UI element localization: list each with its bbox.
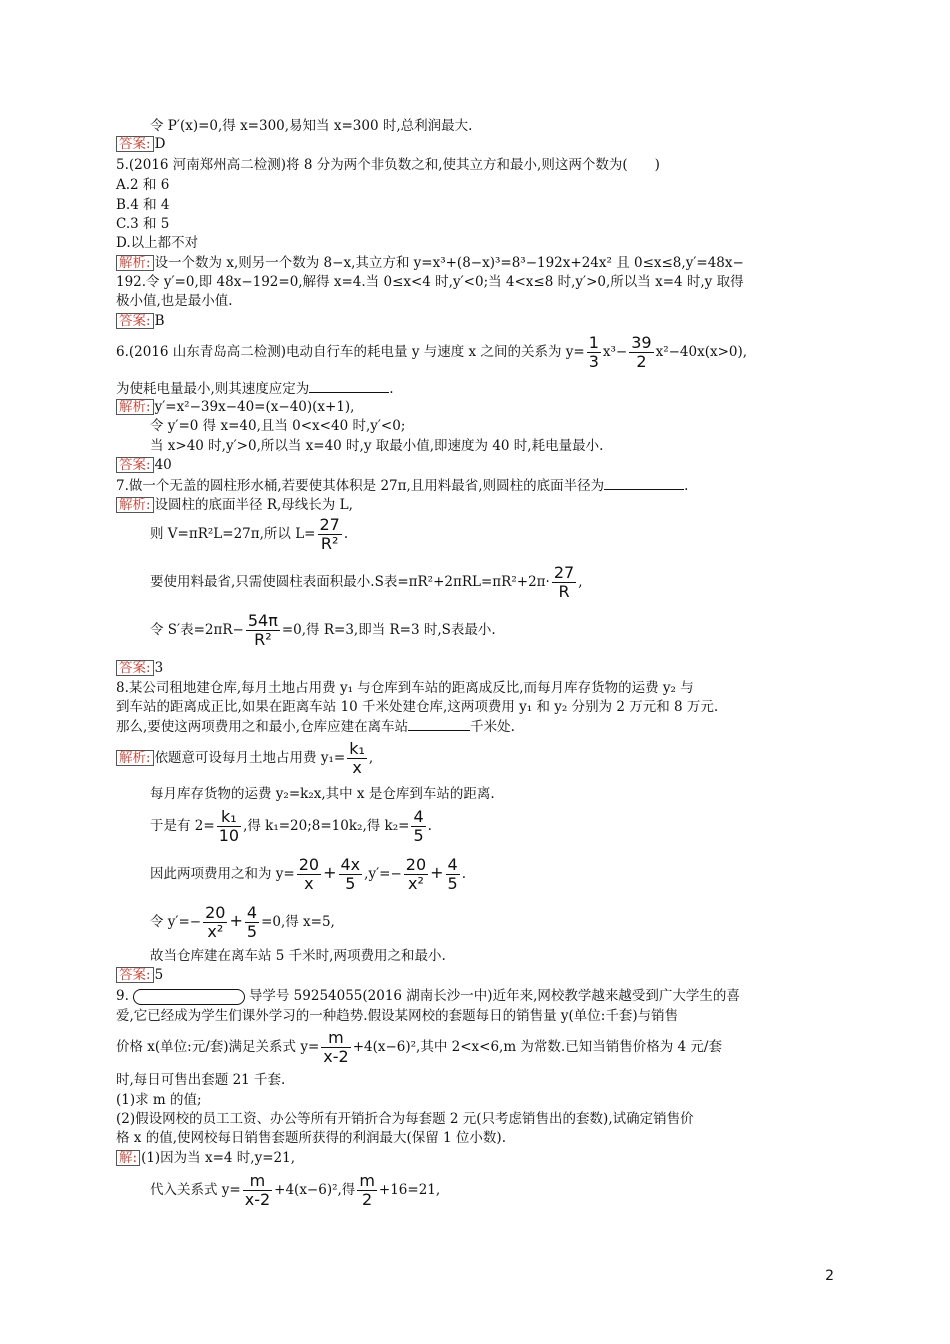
frac-num: k₁ xyxy=(349,739,365,758)
option-a: A.2 和 6 xyxy=(116,177,170,193)
answer-line xyxy=(116,660,163,676)
analysis-text: , xyxy=(368,750,374,766)
fraction xyxy=(404,856,428,893)
question-stem: 时,每日可售出套题 21 千套. xyxy=(116,1072,286,1088)
frac-den: 5 xyxy=(447,874,458,893)
analysis-line xyxy=(116,497,353,513)
analysis-text: y′=x²−39x−40=(x−40)(x+1), xyxy=(154,399,355,415)
solve-label: 解: xyxy=(116,1150,140,1166)
frac-num: 4 xyxy=(447,855,458,874)
text-line: 当 x>40 时,y′>0,所以当 x=40 时,y 取最小值,即速度为 40 时,耗电量最小. xyxy=(150,438,604,454)
stem-text: . xyxy=(684,478,689,494)
fraction xyxy=(297,856,321,893)
answer-line xyxy=(116,457,172,473)
frac-den: x-2 xyxy=(244,1190,271,1209)
fraction xyxy=(357,1172,377,1209)
analysis-label: 解析: xyxy=(116,399,154,415)
option-c: C.3 和 5 xyxy=(116,216,170,232)
text: , xyxy=(578,574,583,590)
frac-num: 39 xyxy=(631,333,652,352)
answer-value: D xyxy=(154,136,166,152)
frac-num: k₁ xyxy=(217,808,241,827)
frac-den: 5 xyxy=(246,922,258,941)
text: ,得 k₁=20;8=10k₂,得 k₂= xyxy=(243,818,410,834)
answer-value: 5 xyxy=(154,967,164,983)
fraction xyxy=(321,1029,350,1066)
text: . xyxy=(343,526,349,542)
analysis-text: 设一个数为 x,则另一个数为 8−x,其立方和 y=x³+(8−x)³=8³−192x+24x² 且 0≤x≤8,y′=48x− xyxy=(154,255,744,271)
fraction xyxy=(203,904,227,941)
frac-num: 20 xyxy=(298,855,320,874)
formula-line xyxy=(150,1172,440,1209)
stem-text: 千米处. xyxy=(470,719,515,735)
page-number: 2 xyxy=(825,1268,834,1284)
frac-den: 5 xyxy=(345,874,356,893)
stem-text: x²−40x(x>0), xyxy=(655,344,748,360)
text: . xyxy=(427,818,432,834)
text: +16=21, xyxy=(378,1182,441,1198)
question-part: (2)假设网校的员工工资、办公等所有开销折合为每套题 2 元(只考虑销售出的套数),试确定销售价 xyxy=(116,1111,694,1127)
answer-label: 答案: xyxy=(116,967,154,983)
question-stem xyxy=(116,718,515,735)
stem-text: 导学号 59254055(2016 湖南长沙一中)近年来,网校教学越来越受到广大学生的喜 xyxy=(248,988,740,1004)
fraction xyxy=(217,808,241,845)
formula-line xyxy=(150,612,496,649)
plus-sign: + xyxy=(323,863,337,882)
answer-line xyxy=(116,313,164,329)
plus-sign: + xyxy=(229,911,243,930)
frac-den: x xyxy=(304,874,314,893)
stem-text: 那么,要使这两项费用之和最小,仓库应建在离车站 xyxy=(116,719,409,735)
stem-text: +4(x−6)²,其中 2<x<6,m 为常数.已知当销售价格为 4 元/套 xyxy=(352,1039,722,1055)
text-line: 192.令 y′=0,即 48x−192=0,解得 x=4.当 0≤x<4 时,y′<0;当 4<x≤8 时,y′>0,所以当 x=4 时,y 取得 xyxy=(116,274,744,290)
text-line: 故当仓库建在离车站 5 千米时,两项费用之和最小. xyxy=(150,948,446,964)
stem-text: 7.做一个无盖的圆柱形水桶,若要使其体积是 27π,且用料最省,则圆柱的底面半径为 xyxy=(116,478,605,494)
answer-label: 答案: xyxy=(116,136,154,152)
analysis-line xyxy=(116,740,373,777)
frac-den: x xyxy=(352,758,362,777)
text-line: 令 P′(x)=0,得 x=300,易知当 x=300 时,总利润最大. xyxy=(150,118,473,134)
text-line: 每月库存货物的运费 y₂=k₂x,其中 x 是仓库到车站的距离. xyxy=(150,786,495,802)
fraction xyxy=(446,856,460,893)
text-line: 令 y′=0 得 x=40,且当 0<x<40 时,y′<0; xyxy=(150,418,406,434)
text: ,y′=− xyxy=(364,866,402,882)
formula-line xyxy=(150,856,466,893)
question-stem: 8.某公司租地建仓库,每月土地占用费 y₁ 与仓库到车站的距离成反比,而每月库存货物的运费 y₂ 与 xyxy=(116,680,694,696)
fraction xyxy=(587,334,601,371)
frac-den: x-2 xyxy=(323,1047,349,1066)
text: =0,得 x=5, xyxy=(261,914,335,930)
fraction xyxy=(243,1172,272,1209)
formula-line xyxy=(150,904,335,941)
answer-label: 答案: xyxy=(116,313,154,329)
answer-label: 答案: xyxy=(116,660,154,676)
question-stem xyxy=(116,334,747,371)
frac-num: m xyxy=(243,1172,272,1191)
text: 于是有 2= xyxy=(150,818,215,834)
question-stem: 到车站的距离成正比,如果在距离车站 10 千米处建仓库,这两项费用 y₁ 和 y₂ 分别为 2 万元和 8 万元. xyxy=(116,699,719,715)
analysis-line xyxy=(116,399,354,415)
formula-line xyxy=(150,516,348,553)
analysis-label: 解析: xyxy=(116,750,154,766)
frac-num: 1 xyxy=(588,333,599,352)
fraction xyxy=(552,564,576,601)
analysis-label: 解析: xyxy=(116,255,154,271)
fraction xyxy=(629,334,653,371)
frac-num: 20 xyxy=(205,903,226,922)
stem-text: 价格 x(单位:元/套)满足关系式 y= xyxy=(116,1039,320,1055)
analysis-text: 依题意可设每月土地占用费 y₁= xyxy=(154,750,346,766)
frac-den: R² xyxy=(254,630,272,649)
analysis-line xyxy=(116,255,744,271)
answer-blank[interactable] xyxy=(408,718,470,731)
stem-text: x³− xyxy=(602,344,628,360)
question-part: 格 x 的值,使网校每日销售套题所获得的利润最大(保留 1 位小数). xyxy=(116,1130,506,1146)
stem-text: 6.(2016 山东青岛高二检测)电动自行车的耗电量 y 与速度 x 之间的关系为 y= xyxy=(116,344,585,360)
analysis-label: 解析: xyxy=(116,497,154,513)
frac-den: x² xyxy=(408,874,424,893)
text: 要使用料最省,只需使圆柱表面积最小.S表=πR²+2πRL=πR²+2π· xyxy=(150,574,550,590)
frac-num: 4 xyxy=(246,903,258,922)
text: =0,得 R=3,即当 R=3 时,S表最小. xyxy=(281,622,496,638)
formula-line xyxy=(150,808,432,845)
stem-text: . xyxy=(389,381,394,397)
fraction xyxy=(246,612,280,649)
text: 因此两项费用之和为 y= xyxy=(150,866,295,882)
fraction xyxy=(339,856,363,893)
option-b: B.4 和 4 xyxy=(116,197,170,213)
frac-den: 2 xyxy=(636,352,647,371)
question-part: (1)求 m 的值; xyxy=(116,1092,202,1108)
frac-den: R² xyxy=(320,534,339,553)
frac-num: m xyxy=(359,1171,375,1190)
text: . xyxy=(461,866,467,882)
frac-num: 54π xyxy=(247,611,278,630)
guide-number-box xyxy=(133,989,245,1005)
stem-text: 为使耗电量最小,则其速度应定为 xyxy=(116,381,310,397)
frac-num: 4 xyxy=(413,807,424,826)
frac-num: 27 xyxy=(319,515,340,534)
question-stem: 5.(2016 河南郑州高二检测)将 8 分为两个非负数之和,使其立方和最小,则这两个数为( ) xyxy=(116,157,660,173)
question-stem xyxy=(116,1029,722,1066)
frac-num: m xyxy=(321,1029,350,1048)
question-stem xyxy=(116,380,394,397)
answer-label: 答案: xyxy=(116,457,154,473)
solution-text: (1)因为当 x=4 时,y=21, xyxy=(141,1150,295,1166)
text: 令 y′=− xyxy=(150,914,202,930)
frac-den: x² xyxy=(207,922,224,941)
answer-blank[interactable] xyxy=(309,380,389,393)
frac-den: 10 xyxy=(218,826,240,845)
frac-den: 3 xyxy=(588,352,599,371)
analysis-text: 设圆柱的底面半径 R,母线长为 L, xyxy=(154,497,353,513)
fraction xyxy=(318,516,342,553)
fraction xyxy=(347,740,367,777)
answer-line xyxy=(116,967,163,983)
frac-num: 27 xyxy=(553,563,575,582)
fraction xyxy=(411,808,425,845)
fraction xyxy=(245,904,259,941)
frac-den: R xyxy=(558,582,570,601)
text-line: 极小值,也是最小值. xyxy=(116,293,233,309)
text: 代入关系式 y= xyxy=(150,1182,241,1198)
answer-blank[interactable] xyxy=(604,477,684,490)
frac-num: 20 xyxy=(405,855,427,874)
text: 令 S′表=2πR− xyxy=(150,622,244,638)
option-d: D.以上都不对 xyxy=(116,235,199,251)
formula-line xyxy=(150,564,582,601)
answer-value: 40 xyxy=(154,457,172,473)
frac-num: 4x xyxy=(340,855,361,874)
answer-line xyxy=(116,136,165,152)
text: 则 V=πR²L=27π,所以 L= xyxy=(150,526,316,542)
solution-line xyxy=(116,1150,295,1166)
question-stem xyxy=(116,477,688,494)
text: +4(x−6)²,得 xyxy=(274,1182,356,1198)
question-number: 9. xyxy=(116,988,129,1004)
plus-sign: + xyxy=(430,863,444,882)
question-stem xyxy=(116,988,740,1005)
answer-value: 3 xyxy=(154,660,164,676)
frac-den: 2 xyxy=(362,1190,373,1209)
answer-value: B xyxy=(154,313,165,329)
question-stem: 爱,它已经成为学生们课外学习的一种趋势.假设某网校的套题每日的销售量 y(单位:千套)与销售 xyxy=(116,1008,679,1024)
frac-den: 5 xyxy=(413,826,424,845)
